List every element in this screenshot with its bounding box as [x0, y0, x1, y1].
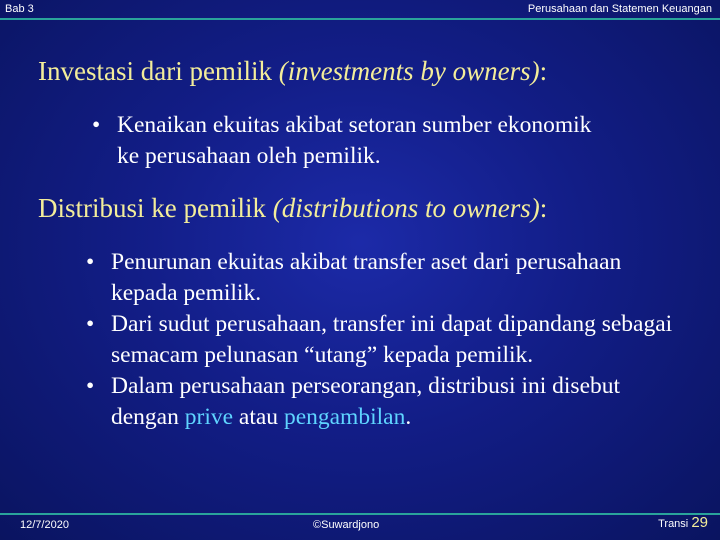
- bullet-text: Penurunan ekuitas akibat transfer aset dari perusahaan kepada pemilik.: [111, 249, 622, 306]
- slide-label: Transi: [658, 518, 692, 530]
- footer-author: ©Suwardjono: [313, 519, 380, 531]
- bullet-icon: •: [92, 112, 101, 138]
- section1-heading: [38, 56, 547, 87]
- section1-colon: :: [539, 56, 548, 86]
- footer-date: 12/7/2020: [20, 519, 69, 531]
- bullet-icon: •: [86, 373, 95, 399]
- bullet-icon: •: [86, 249, 95, 275]
- header-divider: [0, 18, 720, 20]
- bullet-text: Kenaikan ekuitas akibat setoran sumber ekonomik ke perusahaan oleh pemilik.: [117, 112, 592, 169]
- bullet-text: Dalam perusahaan perseorangan, distribusi ini disebut dengan: [111, 373, 621, 430]
- term-pengambilan: pengambilan: [283, 404, 406, 430]
- list-item: [86, 371, 676, 433]
- footer-divider: [0, 513, 720, 515]
- section2-title-en: (distributions to owners): [272, 193, 540, 223]
- list-item: [92, 110, 612, 172]
- section2-title: Distribusi ke pemilik: [38, 193, 273, 223]
- term-connector: atau: [233, 404, 284, 430]
- bullet-text: Dari sudut perusahaan, transfer ini dapat dipandang sebagai semacam pelunasan “utang” kepada pemilik.: [111, 311, 673, 368]
- section1-title: Investasi dari pemilik: [38, 56, 279, 86]
- section2-bullet-list: [86, 247, 676, 433]
- term-prive: prive: [184, 404, 234, 430]
- bullet-end: .: [405, 404, 412, 430]
- bullet-icon: •: [86, 311, 95, 337]
- slide-number-value: 29: [691, 514, 708, 531]
- section2-colon: :: [539, 193, 548, 223]
- course-title: Perusahaan dan Statemen Keuangan: [527, 3, 712, 15]
- list-item: [86, 247, 676, 309]
- section1-bullet-list: [92, 110, 612, 172]
- chapter-label: Bab 3: [5, 3, 34, 15]
- section2-heading: [38, 193, 547, 224]
- slide-number: [658, 514, 708, 531]
- list-item: [86, 309, 676, 371]
- section1-title-en: (investments by owners): [278, 56, 540, 86]
